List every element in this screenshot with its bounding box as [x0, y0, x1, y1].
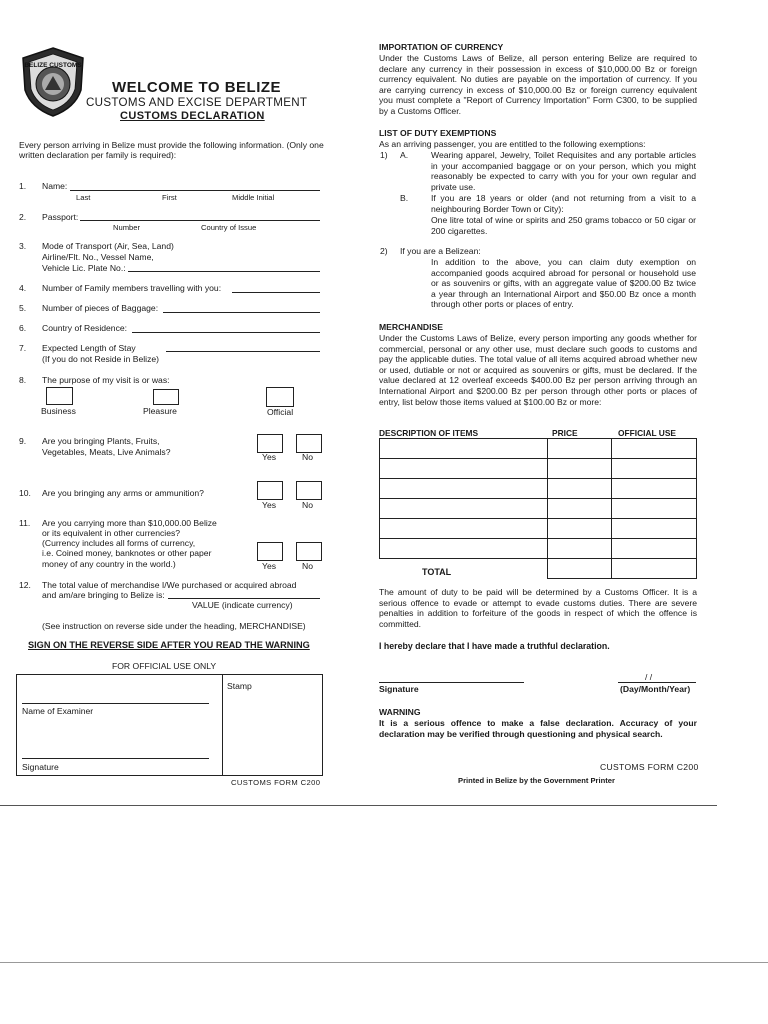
- business-checkbox[interactable]: [46, 387, 73, 405]
- q10-number: 10.: [19, 488, 31, 498]
- q12-line1: The total value of merchandise I/We purchased or acquired abroad: [42, 580, 297, 590]
- official-cell[interactable]: [612, 439, 697, 459]
- price-cell[interactable]: [548, 479, 612, 499]
- table-row: [380, 519, 697, 539]
- q10-yes-label: Yes: [262, 500, 277, 510]
- name-first-caption: First: [162, 193, 177, 202]
- exemption1b-text: If you are 18 years or older (and not returning from a visit to a neighbouring Border Town or City):: [431, 193, 696, 214]
- page-foot-edge: [0, 962, 768, 963]
- baggage-field[interactable]: [163, 312, 320, 313]
- q7-line1: Expected Length of Stay: [42, 343, 136, 353]
- official-checkbox[interactable]: [266, 387, 294, 407]
- official-use-box: [16, 674, 323, 776]
- q3-line1: Mode of Transport (Air, Sea, Land): [42, 241, 174, 251]
- q10-no-checkbox[interactable]: [296, 481, 322, 500]
- q9-line2: Vegetables, Meats, Live Animals?: [42, 447, 171, 457]
- dutyfree-intro: As an arriving passenger, you are entitled to the following exemptions:: [379, 139, 646, 149]
- date-slashes: / /: [645, 672, 653, 682]
- official-cell[interactable]: [612, 539, 697, 559]
- family-members-field[interactable]: [232, 292, 320, 293]
- q12-number: 12.: [19, 580, 31, 590]
- q9-no-label: No: [302, 452, 313, 462]
- q3-number: 3.: [19, 241, 27, 251]
- q9-yes-checkbox[interactable]: [257, 434, 283, 453]
- official-cell[interactable]: [612, 519, 697, 539]
- q5-label: Number of pieces of Baggage:: [42, 303, 159, 313]
- official-cell[interactable]: [612, 459, 697, 479]
- description-cell[interactable]: [380, 439, 548, 459]
- official-option-label: Official: [267, 407, 294, 417]
- items-table: [379, 438, 697, 579]
- q10-label: Are you bringing any arms or ammunition?: [42, 488, 204, 498]
- sign-warning: SIGN ON THE REVERSE SIDE AFTER YOU READ THE WARNING: [28, 640, 310, 650]
- q11-line1: Are you carrying more than $10,000.00 Belize: [42, 518, 217, 528]
- value-caption: VALUE (indicate currency): [192, 600, 293, 610]
- price-cell[interactable]: [548, 439, 612, 459]
- passport-number-caption: Number: [113, 223, 141, 232]
- business-option-label: Business: [41, 406, 76, 416]
- table-row: [380, 539, 697, 559]
- q9-number: 9.: [19, 436, 27, 446]
- merchandise-text: Under the Customs Laws of Belize, every person importing any goods whether for commercial, personal or any other use, must declare such goods to customs and pay the applicable duties. The total value of all items acquired abroad whether new or used, dutiable or not or acquired as souvenirs or gifts, must be declared. If the value declared at 12 overleaf exceeds $400.00 Bz per person arriving through an International Airport and $200.00 Bz per person through other ports or places of entry, list below those items valued at $100.00 Bz or more:: [379, 333, 697, 407]
- stamp-label: Stamp: [227, 681, 252, 691]
- col-official-header: OFFICIAL USE: [618, 428, 677, 438]
- q5-number: 5.: [19, 303, 27, 313]
- table-row: [380, 499, 697, 519]
- q11-no-label: No: [302, 561, 313, 571]
- q9-yes-label: Yes: [262, 452, 277, 462]
- official-use-title: FOR OFFICIAL USE ONLY: [112, 661, 217, 671]
- department-title: CUSTOMS AND EXCISE DEPARTMENT: [86, 96, 308, 109]
- q4-number: 4.: [19, 283, 27, 293]
- date-label: (Day/Month/Year): [620, 684, 691, 694]
- official-cell[interactable]: [612, 499, 697, 519]
- q6-label: Country of Residence:: [42, 323, 128, 333]
- welcome-title: WELCOME TO BELIZE: [112, 79, 282, 96]
- q1-label: Name:: [42, 181, 68, 191]
- exemption1-number: 1): [380, 150, 388, 160]
- date-line[interactable]: [618, 682, 696, 683]
- official-signature-label: Signature: [22, 762, 59, 772]
- warning-text: It is a serious offence to make a false declaration. Accuracy of your declaration may be verified through questioning and physical search.: [379, 718, 697, 739]
- q7-number: 7.: [19, 343, 27, 353]
- q12-line2: and am/are bringing to Belize is:: [42, 590, 165, 600]
- col-price-header: PRICE: [552, 428, 578, 438]
- q11-line4: i.e. Coined money, banknotes or other paper: [42, 548, 212, 558]
- q11-yes-checkbox[interactable]: [257, 542, 283, 561]
- length-of-stay-field[interactable]: [166, 351, 320, 352]
- table-row: [380, 459, 697, 479]
- table-row: [380, 439, 697, 459]
- q8-number: 8.: [19, 375, 27, 385]
- q2-number: 2.: [19, 212, 27, 222]
- signature-line[interactable]: [379, 682, 524, 683]
- name-middle-caption: Middle Initial: [232, 193, 275, 202]
- import-heading: IMPORTATION OF CURRENCY: [379, 42, 504, 52]
- merchandise-value-field[interactable]: [168, 598, 320, 599]
- passport-country-caption: Country of Issue: [201, 223, 257, 232]
- residence-field[interactable]: [132, 332, 320, 333]
- signature-label: Signature: [379, 684, 419, 694]
- exemption1b-allowance: One litre total of wine or spirits and 250 grams tobacco or 50 cigar or 200 cigarettes.: [431, 215, 696, 236]
- q8-label: The purpose of my visit is or was:: [42, 375, 170, 385]
- q9-no-checkbox[interactable]: [296, 434, 322, 453]
- official-signature-line[interactable]: [22, 758, 209, 759]
- exemption1b-label: B.: [400, 193, 409, 203]
- total-label: TOTAL: [422, 567, 452, 577]
- q7-line2: (If you do not Reside in Belize): [42, 354, 160, 364]
- q6-number: 6.: [19, 323, 27, 333]
- exemption2-number: 2): [380, 246, 388, 256]
- form-number-right: CUSTOMS FORM C200: [600, 762, 699, 772]
- pleasure-checkbox[interactable]: [153, 389, 179, 405]
- merchandise-note: (See instruction on reverse side under the heading, MERCHANDISE): [42, 621, 306, 631]
- q1-number: 1.: [19, 181, 27, 191]
- transport-field[interactable]: [128, 271, 320, 272]
- form-number-left: CUSTOMS FORM C200: [231, 778, 321, 787]
- q2-label: Passport:: [42, 212, 79, 222]
- dutyfree-heading: LIST OF DUTY EXEMPTIONS: [379, 128, 497, 138]
- description-cell[interactable]: [380, 499, 548, 519]
- q11-line5: money of any country in the world.): [42, 559, 176, 569]
- q11-no-checkbox[interactable]: [296, 542, 322, 561]
- official-cell[interactable]: [612, 479, 697, 499]
- price-cell[interactable]: [548, 539, 612, 559]
- q3-line2: Airline/Flt. No., Vessel Name,: [42, 252, 154, 262]
- description-cell[interactable]: [380, 539, 548, 559]
- customs-seal-logo: [17, 46, 89, 118]
- warning-heading: WARNING: [379, 707, 421, 717]
- description-cell[interactable]: [380, 459, 548, 479]
- q11-yes-label: Yes: [262, 561, 277, 571]
- page-bottom-edge: [0, 805, 717, 806]
- total-official-cell[interactable]: [612, 559, 697, 579]
- col-description-header: DESCRIPTION OF ITEMS: [379, 428, 479, 438]
- name-field[interactable]: [70, 190, 320, 191]
- form-name: CUSTOMS DECLARATION: [120, 110, 265, 122]
- exemption2-lead: If you are a Belizean:: [400, 246, 481, 256]
- q3-line3: Vehicle Lic. Plate No.:: [42, 263, 126, 273]
- table-row: [380, 479, 697, 499]
- exemption2-text: In addition to the above, you can claim duty exemption on accompanied goods acquired abroad for personal or household use or as souvenirs or gifts, with an aggregate value of $200.00 Bz twice a year through an International Airport and $50.00 Bz once a month through other ports or places of entry.: [431, 257, 696, 310]
- pleasure-option-label: Pleasure: [143, 406, 177, 416]
- total-label-cell: [380, 559, 548, 579]
- printer-credit: Printed in Belize by the Government Printer: [458, 776, 615, 785]
- duty-text: The amount of duty to be paid will be determined by a Customs Officer. It is a serious offence to evade or attempt to evade customs duties. There are severe penalties in addition to forfeiture of the goods in respect of which the offence is committed.: [379, 587, 697, 629]
- total-price-cell[interactable]: [548, 559, 612, 579]
- passport-field[interactable]: [80, 220, 320, 221]
- description-cell[interactable]: [380, 479, 548, 499]
- exemption1a-label: A.: [400, 150, 409, 160]
- examiner-line[interactable]: [22, 703, 209, 704]
- price-cell[interactable]: [548, 499, 612, 519]
- q10-yes-checkbox[interactable]: [257, 481, 283, 500]
- price-cell[interactable]: [548, 519, 612, 539]
- svg-text:BELIZE CUSTOMS: BELIZE CUSTOMS: [24, 62, 82, 69]
- q11-line3: (Currency includes all forms of currency,: [42, 538, 196, 548]
- examiner-label: Name of Examiner: [22, 706, 94, 716]
- merchandise-heading: MERCHANDISE: [379, 322, 443, 332]
- q11-number: 11.: [19, 518, 31, 528]
- price-cell[interactable]: [548, 459, 612, 479]
- declaration-text: I hereby declare that I have made a truthful declaration.: [379, 641, 610, 651]
- q9-line1: Are you bringing Plants, Fruits,: [42, 436, 160, 446]
- q4-label: Number of Family members travelling with you:: [42, 283, 222, 293]
- name-last-caption: Last: [76, 193, 91, 202]
- q11-line2: or its equivalent in other currencies?: [42, 528, 181, 538]
- import-text: Under the Customs Laws of Belize, all person entering Belize are required to declare any currency in their possession in excess of $10,000.00 Bz or foreign currency equivalent. No duties are payable on the importation of currency. If you are carrying currency in excess of $10,000.00 Bz or foreign currency equivalent you must complete a "Report of Currency Importation" Form C300, to be supplied by a Customs Officer.: [379, 53, 697, 116]
- q10-no-label: No: [302, 500, 313, 510]
- description-cell[interactable]: [380, 519, 548, 539]
- intro-text: Every person arriving in Belize must provide the following information. (Only one written declaration per family is required):: [19, 140, 324, 161]
- exemption1a-text: Wearing apparel, Jewelry, Toilet Requisites and any portable articles in your accompanied baggage or on your person, which you might reasonably be expected to carry with you for your own regular and private use.: [431, 150, 696, 192]
